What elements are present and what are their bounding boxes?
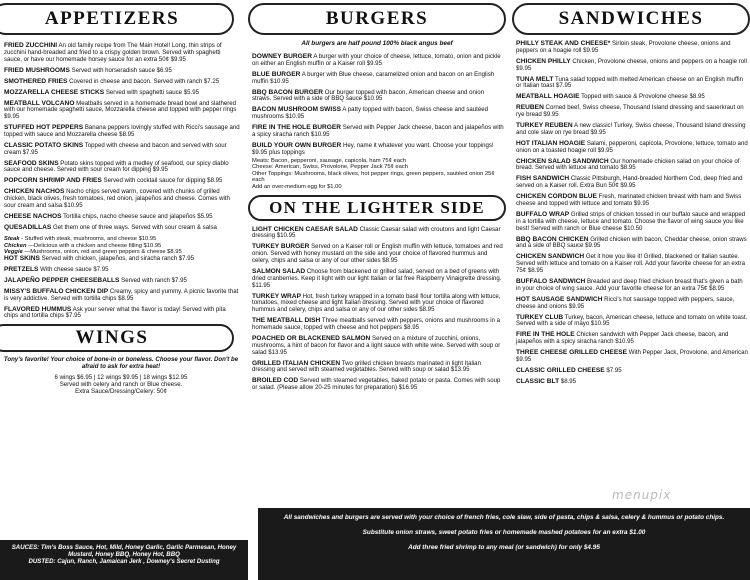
menu-item <box>252 107 504 121</box>
menu-item-name: TURKEY REUBEN <box>516 122 573 130</box>
menu-item-desc: Hey, name it whatever you want. Choose your toppings! $9.95 plus toppings <box>252 141 494 156</box>
menu-item-desc: Served on a Kaiser roll or English muffin with lettuce, tomatoes and red onion. Served with honey mustard on the side and your choice of flavored hummus and celery, chips and salsa or any of our other sides $8.95 <box>252 243 503 265</box>
menu-item-desc: Choose from blackened or grilled salad, served on a bed of greens with dried cranberries. Keep it light with our light Italian or fat free Raspberry Vinaigrette dressing. $11.95 <box>252 268 502 289</box>
burgers-header: BURGERS <box>248 3 506 35</box>
menu-item <box>252 143 504 157</box>
menu-item-desc: Grilled chicken with bacon, Cheddar cheese, onion straws and a side of BBQ sauce $9.95 <box>516 235 747 250</box>
menu-item-desc: Potato skins topped with a medley of seafood, our spicy diablo sauce and cheese. Served with sour cream for dipping $9.95 <box>4 159 229 174</box>
menu-item-desc: Chicken, Provolone cheese, onions and peppers on a hoagie roll $9.95 <box>516 57 747 72</box>
menu-item-desc: Tortilla chips, nacho cheese sauce and jalapeños $5.95 <box>63 213 213 221</box>
menu-item <box>516 176 748 190</box>
menu-item-desc: With Pepper Jack, Provolone, and American $9.95 <box>516 349 748 363</box>
menu-item <box>516 141 748 155</box>
menu-item-name: TUNA MELT <box>516 75 554 83</box>
menu-item-name: REUBEN <box>516 104 544 112</box>
menu-item-name: CHICKEN PHILLY <box>516 57 571 65</box>
menu-item-name: MISSY'S BUFFALO CHICKEN DIP <box>4 287 109 295</box>
menu-item-desc: Served with spaghetti sauce $5.95 <box>105 88 200 96</box>
burger-meats: Meats: Bacon, pepperoni, sausage, capicola, ham 75¢ each <box>252 157 407 164</box>
menu-item-name: LIGHT CHICKEN CAESAR SALAD <box>252 225 358 233</box>
menu-item-name: CHICKEN SANDWICH <box>516 253 585 261</box>
menu-item <box>252 54 504 68</box>
menu-item-desc: A burger with your choice of cheese, lettuce, tomato, onion and pickle on either an English muffin or a Kaiser roll $9.95 <box>252 53 501 67</box>
menu-item-desc: $8.95 <box>560 377 577 385</box>
menu-item <box>4 243 240 250</box>
menu-item-name: MEATBALL VOLCANO <box>4 99 75 107</box>
menu-item-name: CHICKEN NACHOS <box>4 188 65 196</box>
menu-item-desc: Served with ranch $7.95 <box>121 276 187 284</box>
menu-item-desc: A new classic! Turkey, Swiss cheese, Thousand Island dressing and cole slaw on rye bread $9.95 <box>516 122 746 136</box>
sandwiches-list <box>512 41 750 386</box>
menu-item <box>4 307 240 321</box>
menu-item-name: PHILLY STEAK AND CHEESE* <box>516 40 611 47</box>
menu-item <box>4 68 240 75</box>
menu-item <box>516 123 748 137</box>
wings-served: Served with celery and ranch or Blue cheese. <box>59 381 183 389</box>
wing-sauces-box <box>0 540 248 580</box>
menu-item-desc: Classic Pittsburgh, Hand-breaded Northern Cod, deep fried and served on a Kaiser roll. Extra Bun 50¢ $9.95 <box>516 175 743 190</box>
menu-item-desc: —Mushrooms, onion, red and green peppers & cheese $8.95 <box>24 249 182 256</box>
menu-item-name: Veggie <box>4 249 23 256</box>
menu-item-desc: Grilled strips of chicken tossed in our buffalo sauce and wrapped in a tortilla with cheese, lettuce and tomato. Choose the flavor of wing sauce you like best! Served with ranch or Blue cheese $10.50 <box>516 211 746 232</box>
menu-item <box>516 254 748 274</box>
menu-item-name: POACHED OR BLACKENED SALMON <box>252 334 371 342</box>
menu-item-name: BROILED COD <box>252 377 299 385</box>
menu-item-name: DOWNEY BURGER <box>252 53 312 60</box>
menu-item-name: BUFFALO WRAP <box>516 211 570 219</box>
menu-item-name: CHEESE NACHOS <box>4 213 62 221</box>
menu-item-name: PRETZELS <box>4 265 39 273</box>
menu-item-desc: Sirloin steak, Provolone cheese, onions and peppers on a hoagie roll $9.95 <box>516 40 731 54</box>
watermark: menupix <box>612 488 672 502</box>
menu-item <box>4 214 240 221</box>
appetizers-header: APPETIZERS <box>0 3 234 35</box>
menu-item-name: Chicken <box>4 242 27 249</box>
menu-item-desc: Served with steamed vegetables, baked potato or pasta. Comes with soup or salad. (Please allow 20-25 minutes for preparation) $16.95 <box>252 377 501 392</box>
menu-item-name: JALAPEÑO PEPPER CHEESEBALLS <box>4 276 120 284</box>
menu-item-desc: - Stuffed with steak, mushrooms, and cheese $10.95 <box>21 235 157 242</box>
menu-item-name: QUESADILLAS <box>4 224 52 231</box>
menu-item <box>252 294 504 314</box>
menu-item-desc: Served with cocktail sauce for dipping $8.95 <box>103 177 223 185</box>
burgers-note: All burgers are half pound 100% black angus beef <box>301 40 453 47</box>
menu-item <box>4 143 240 157</box>
menu-item-desc: Get it how you like it! Grilled, blackened or Italian sautée. Served with lettuce and tomato on a Kaiser roll. Add your favorite cheese for an extra 75¢ $8.95 <box>516 253 745 274</box>
burger-add-egg: Add an over-medium egg for $1.00 <box>252 184 342 191</box>
menu-item <box>516 159 748 173</box>
menu-item <box>516 194 748 208</box>
menu-item <box>516 94 748 101</box>
menu-item-name: FLAVORED HUMMUS <box>4 305 72 313</box>
menu-item-name: SEAFOOD SKINS <box>4 159 59 167</box>
menu-item-name: MEATBALL HOAGIE <box>516 93 580 101</box>
menu-item-name: BLUE BURGER <box>252 70 301 78</box>
menu-item <box>4 278 240 285</box>
menu-item <box>252 336 504 356</box>
menu-item-desc: A patty topped with bacon, Swiss cheese and sautéed mushrooms $10.95 <box>252 106 489 121</box>
menu-item-desc: Fresh, marinated chicken breast with ham and Swiss cheese and topped with lettuce and tomato $9.95 <box>516 193 742 208</box>
appetizers-column <box>0 0 242 400</box>
menu-item-name: HOT ITALIAN HOAGIE <box>516 139 586 147</box>
menu-item <box>4 178 240 185</box>
menu-item-desc: Served with horseradish sauce $6.95 <box>71 66 172 74</box>
sandwiches-column <box>512 0 750 390</box>
menu-item <box>4 189 240 209</box>
menu-item-name: FRIED MUSHROOMS <box>4 66 70 74</box>
menu-item-name: BUILD YOUR OWN BURGER <box>252 141 342 149</box>
menu-item <box>516 237 748 251</box>
menu-item-name: Steak <box>4 235 20 242</box>
wings-extra: Extra Sauce/Dressing/Celery: 50¢ <box>75 388 167 396</box>
sides-info: All sandwiches and burgers are served with your choice of french fries, cole slaw, side of pasta, chips & salsa, celery & hummus or potato chips. <box>283 514 725 521</box>
menu-item <box>252 361 504 375</box>
menu-item <box>516 368 748 375</box>
menu-item-name: HOT SKINS <box>4 254 40 262</box>
menu-item-desc: Hot, fresh turkey wrapped in a tomato basil flour tortilla along with lettuce, tomatoes, mixed cheese and light Italian dressing. Served with your choice of flavored hummus and celery, chips and salsa or any of our other sides $8.95 <box>252 292 501 314</box>
menu-item <box>4 161 240 175</box>
menu-item-name: BUFFALO SANDWICH <box>516 277 586 285</box>
menu-item <box>252 125 504 139</box>
wings-prices: 6 wings $6.95 | 12 wings $9.95 | 18 wings $12.95 <box>54 374 188 382</box>
menu-item-desc: Our homemade chicken salad on your choice of bread. Served with lettuce and tomato $8.95 <box>516 157 740 172</box>
menu-item-desc: An old family recipe from The Main Hotel! Long, thin strips of zucchini hand-breaded and fried to a crispy golden brown. Served with spaghetti sauce, or have our homemade horsey sauce for an extra 50¢ $9.95 <box>4 42 222 63</box>
menu-item-desc: Banana peppers lovingly stuffed with Ricci's sausage and topped with sauce and Mozzarella cheese $8.95 <box>4 124 240 138</box>
menu-item-desc: Ricci's hot sausage topped with peppers, sauce, cheese and onions $9.95 <box>516 295 735 310</box>
sides-info-box <box>258 508 750 580</box>
menu-item-desc: Our burger topped with bacon, American cheese and onion straws. Served with a side of BBQ sauce $10.95 <box>252 88 484 103</box>
menu-item-name: TURKEY BURGER <box>252 243 310 251</box>
menu-item-desc: A burger with Blue cheese, caramelized onion and bacon on an English muffin $10.95 <box>252 70 495 85</box>
menu-item-name: CLASSIC BLT <box>516 377 560 385</box>
menu-item-desc: Corned beef, Swiss cheese, Thousand Island dressing and sauerkraut on rye bread $9.95 <box>516 104 744 119</box>
wing-dusted: DUSTED: Cajun, Ranch, Jamaican Jerk , Downey's Secret Dusting <box>28 558 220 566</box>
menu-item-name: BBQ BACON BURGER <box>252 88 324 96</box>
menu-item <box>516 332 748 346</box>
menu-item-name: MOZZARELLA CHEESE STICKS <box>4 88 105 96</box>
menu-item-name: THE MEATBALL DISH <box>252 317 321 325</box>
menu-item-name: FIRE IN THE HOLE BURGER <box>252 124 342 132</box>
menu-item-desc: Served with Pepper Jack cheese, bacon and jalapeños with a spicy siracha ranch $10.95 <box>252 124 504 138</box>
menu-item <box>4 90 240 97</box>
menu-item-desc: Tuna salad topped with melted American cheese on an English muffin or Italian toast $7.95 <box>516 75 743 90</box>
shrimp-addon-info: Add three fried shrimp to any meal (or sandwich) for only $4.95 <box>408 544 600 551</box>
menu-item <box>252 244 504 264</box>
menu-item-name: HOT SAUSAGE SANDWICH <box>516 295 603 303</box>
menu-item <box>516 77 748 91</box>
menu-item-desc: Topped with cheese and bacon and served with sour cream $7.95 <box>4 141 227 156</box>
menu-item-desc: —Delicious with a chicken and cheese filling $10.95 <box>28 242 162 249</box>
menu-item-name: GRILLED ITALIAN CHICKEN <box>252 359 341 367</box>
menu-item-desc: Two grilled chicken breasts marinated in light Italian dressing and served with steamed vegetables. Served with soup or salad $13.95 <box>252 359 481 374</box>
wings-info <box>0 356 242 395</box>
menu-item-name: CHICKEN SALAD SANDWICH <box>516 157 609 165</box>
menu-item-desc: Nacho chips served warm, covered with chunks of grilled chicken, black olives, fresh tomatoes, red onion, jalapeños and cheese. Comes with sour cream and salsa $10.95 <box>4 188 230 210</box>
menu-item-desc: Meatballs served in a homemade bread bowl and slathered with our homemade spaghetti sauce, Mozzarella cheese and topped with pepper rings $9.95 <box>4 99 237 121</box>
menu-item <box>516 105 748 119</box>
appetizers-list <box>0 43 242 320</box>
wings-header: WINGS <box>0 324 234 352</box>
menu-item-name: CHICKEN CORDON BLUE <box>516 193 597 201</box>
menu-item <box>252 378 504 392</box>
wings-intro: Tony's favorite! Your choice of bone-in or boneless. Choose your flavor. Don't be afraid to ask for extra heat! <box>3 356 239 371</box>
menu-item-desc: Chicken sandwich with Pepper Jack cheese, bacon, and jalapeños with a spicy siracha ranch $10.95 <box>516 331 729 346</box>
menu-item-name: SALMON SALAD <box>252 268 306 276</box>
menu-item <box>516 350 748 364</box>
menu-item-name: CLASSIC GRILLED CHEESE <box>516 366 605 374</box>
menu-item-name: STUFFED HOT PEPPERS <box>4 124 84 132</box>
menu-item <box>516 59 748 73</box>
menu-item-name: SMOTHERED FRIES <box>4 77 68 85</box>
lighter-side-header: ON THE LIGHTER SIDE <box>248 195 506 221</box>
burgers-list <box>248 54 506 157</box>
menu-item <box>4 101 240 121</box>
menu-item <box>516 41 748 55</box>
menu-item <box>516 379 748 386</box>
menu-item-desc: Topped with sauce & Provolone cheese $8.95 <box>581 93 705 101</box>
menu-item-desc: With cheese sauce $7.95 <box>40 265 109 273</box>
menu-item <box>4 289 240 303</box>
menu-item-name: TURKEY WRAP <box>252 292 301 300</box>
menu-item <box>4 236 240 243</box>
menu-item <box>4 79 240 86</box>
sandwiches-header: SANDWICHES <box>512 3 750 35</box>
menu-item-name: POPCORN SHRIMP AND FRIES <box>4 177 102 185</box>
menu-item-desc: Turkey, bacon, American cheese, lettuce and tomato on white toast. Served with a side of mayo $10.95 <box>516 313 748 328</box>
menu-item-desc: Creamy, spicy and yummy. A picnic favorite that is very addictive. Served with tortilla chips $8.95 <box>4 287 239 302</box>
burger-options <box>248 158 506 191</box>
menu-item <box>516 212 748 232</box>
menu-item-desc: Salami, pepperoni, capicola, Provolone, lettuce, tomato and onion on a toasted hoagie roll $9.95 <box>516 139 748 154</box>
menu-item-desc: Served on a mixture of zucchini, onions, mushrooms, a hint of bacon for flavor and a light sauce with white wine. Served with soup or salad $13.95 <box>252 334 501 356</box>
menu-item <box>516 297 748 311</box>
lighter-side-list <box>248 227 506 392</box>
menu-item <box>252 318 504 332</box>
menu-item-desc: Breaded and deep fried chicken breast that's given a bath in your choice of wing sauce. Add your favorite cheese for an extra 75¢ $8.95 <box>516 277 743 292</box>
menu-item <box>516 315 748 329</box>
menu-item-desc: Served with chicken, jalapeños, and siracha ranch $7.95 <box>41 254 195 262</box>
menu-item-desc: Get them one of three ways. Served with sour cream & salsa <box>52 224 217 231</box>
menu-item-desc: Covered in cheese and bacon. Served with ranch $7.25 <box>69 77 220 85</box>
menu-item-desc: Ask your server what the flavor is today! Served with pita chips and tortilla chips $7.95 <box>4 305 226 320</box>
burgers-column <box>248 0 506 396</box>
menu-item <box>252 90 504 104</box>
menu-item <box>4 125 240 139</box>
menu-item-name: FIRE IN THE HOLE <box>516 331 575 339</box>
menu-item <box>4 256 240 263</box>
menu-item <box>252 227 504 241</box>
wing-sauces: SAUCES: Tim's Boss Sauce, Hot, Mild, Honey Garlic, Garlic Parmesan, Honey Mustard, Honey BBQ, Honey Hot, BBQ <box>11 544 237 559</box>
menu-item-desc: Classic Caesar salad with croutons and light Caesar dressing $10.95 <box>252 225 501 240</box>
menu-item-name: FRIED ZUCCHINI <box>4 42 58 49</box>
menu-item <box>516 279 748 293</box>
menu-item-name: TURKEY CLUB <box>516 313 564 321</box>
menu-item <box>4 43 240 63</box>
menu-item-desc: $7.95 <box>606 366 622 374</box>
menu-item <box>252 72 504 86</box>
menu-item <box>4 225 240 232</box>
menu-item-name: FISH SANDWICH <box>516 175 570 183</box>
menu-item-name: CLASSIC POTATO SKINS <box>4 141 84 149</box>
menu-item-name: BBQ BACON CHICKEN <box>516 235 589 243</box>
burger-cheese: Cheese: American, Swiss, Provolone, Pepper Jack 75¢ each <box>252 164 408 171</box>
substitute-info: Substitute onion straws, sweet potato fries or homemade mashed potatoes for an extra $1.00 <box>362 529 646 536</box>
menu-item <box>4 267 240 274</box>
menu-item <box>252 269 504 289</box>
menu-item-name: THREE CHEESE GRILLED CHEESE <box>516 349 628 357</box>
menu-item-name: BACON MUSHROOM SWISS <box>252 106 342 114</box>
burger-toppings: Other Toppings: Mushrooms, black olives, hot pepper rings, green peppers, sautéed onion 25¢ each <box>252 170 495 184</box>
menu-item-desc: Three meatballs served with peppers, onions and mushrooms in a homemade sauce, topped with cheese and hot peppers $8.95 <box>252 317 501 331</box>
